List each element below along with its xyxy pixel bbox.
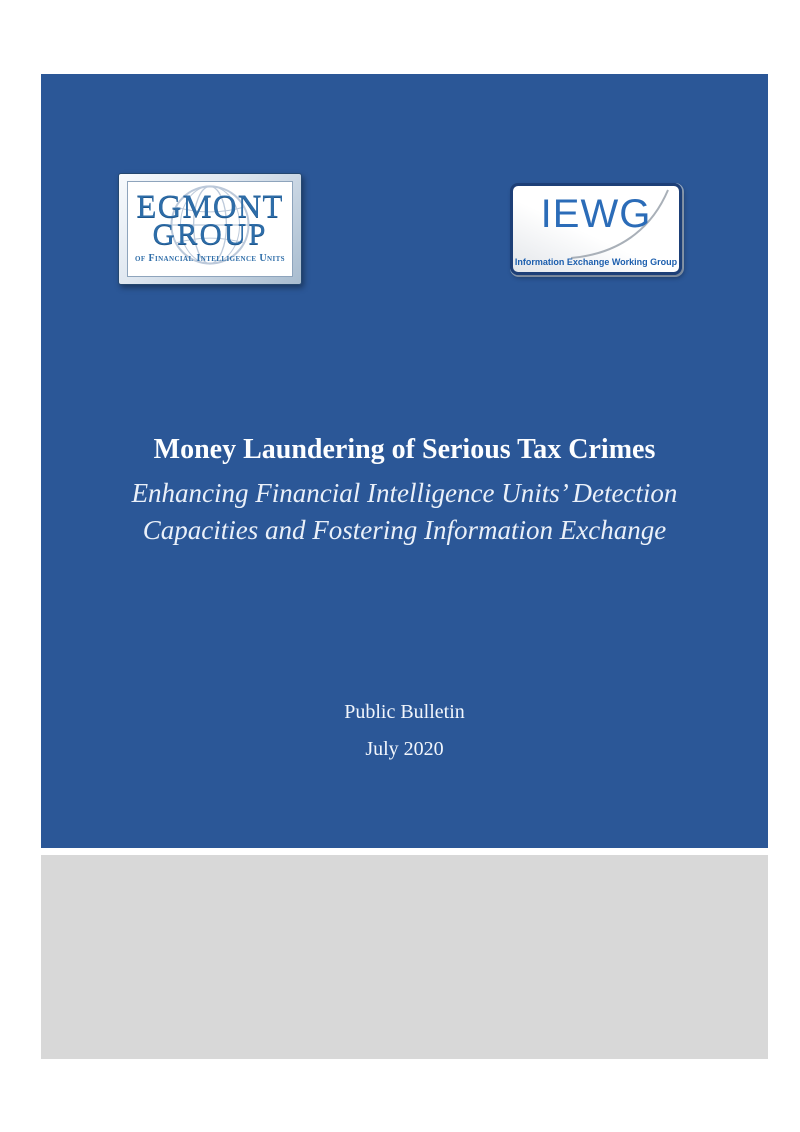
egmont-logo-text xyxy=(135,188,285,265)
subtitle-line-1: Enhancing Financial Intelligence Units’ Detection xyxy=(131,478,678,508)
iewg-logo xyxy=(510,183,682,275)
cover-panel xyxy=(41,74,768,848)
document-title: Money Laundering of Serious Tax Crimes xyxy=(153,434,656,465)
subtitle-line-2: Capacities and Fostering Information Exchange xyxy=(142,515,667,546)
egmont-group-logo xyxy=(118,173,302,285)
iewg-logo-tagline: Information Exchange Working Group xyxy=(514,257,678,267)
egmont-logo-tagline: of Financial Intelligence Units xyxy=(135,253,285,265)
egmont-logo-panel xyxy=(127,181,293,277)
egmont-logo-text-line1: EGMONT xyxy=(136,188,284,225)
footer-band xyxy=(41,855,768,1059)
egmont-logo-text-line2: GROUP xyxy=(152,215,268,251)
publication-date: July 2020 xyxy=(365,738,444,760)
iewg-logo-acronym: IEWG xyxy=(540,192,652,236)
document-subtitle xyxy=(41,475,768,550)
bulletin-type-label: Public Bulletin xyxy=(344,701,465,723)
